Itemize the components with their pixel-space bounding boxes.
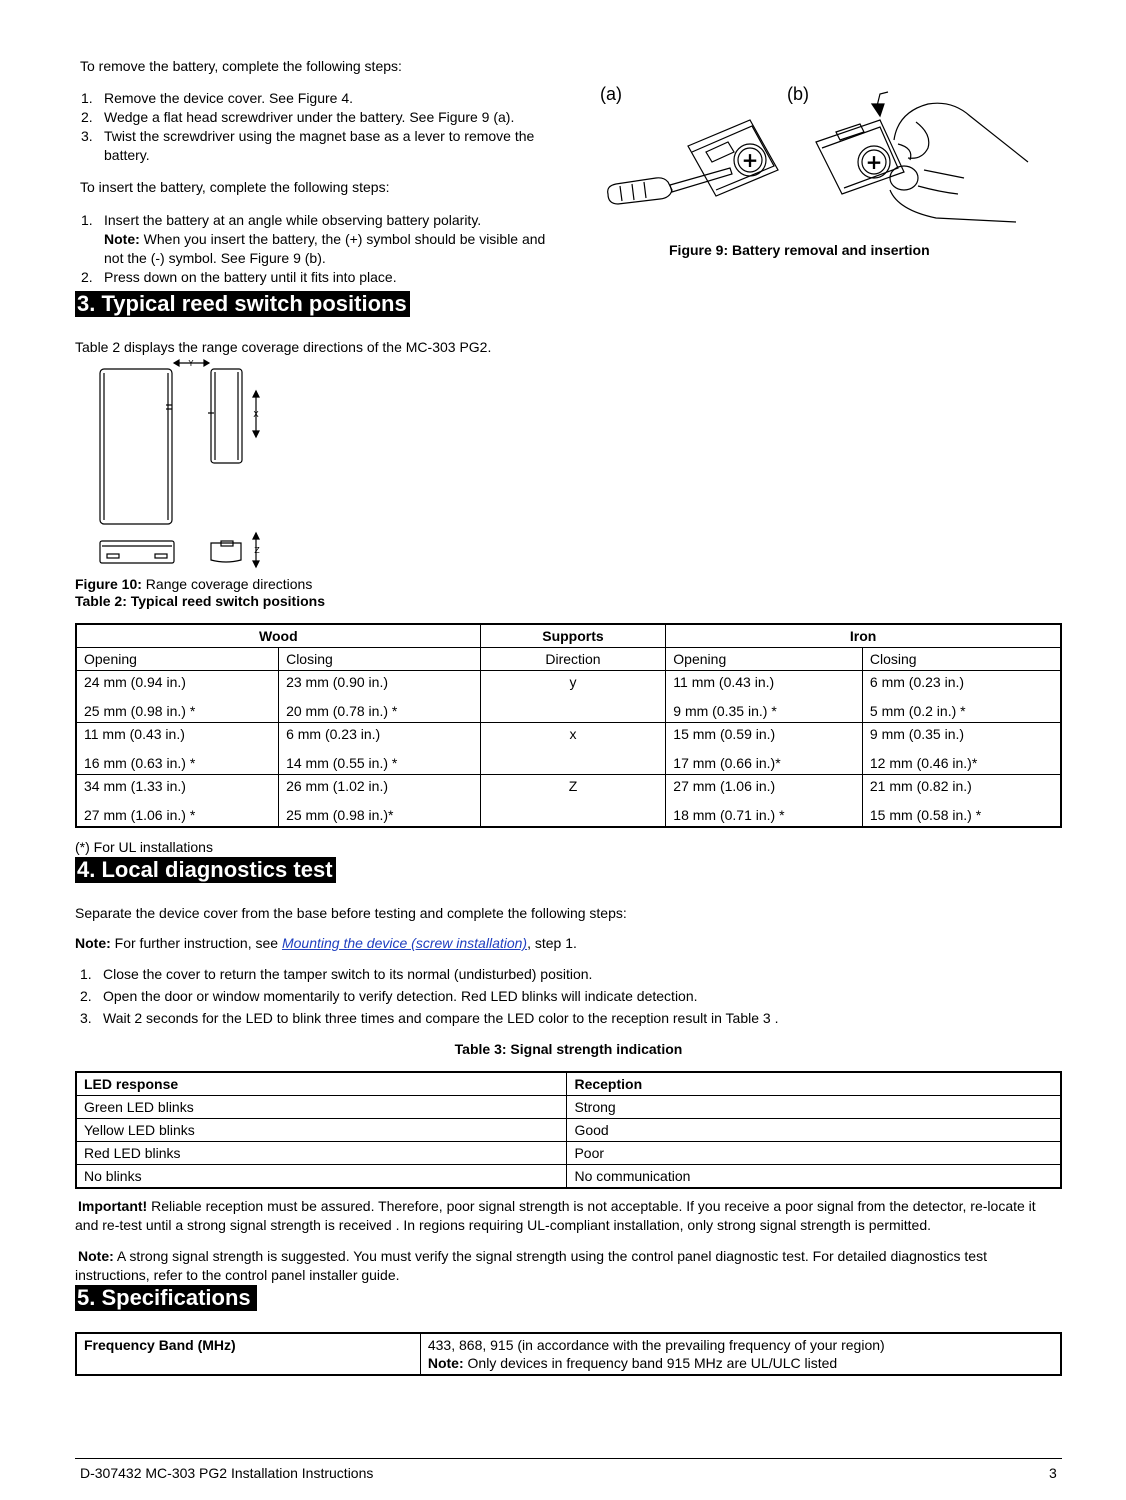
table-row	[76, 1142, 1061, 1165]
diagnostics-steps	[75, 965, 1055, 1028]
svg-text:Y: Y	[188, 359, 194, 368]
iron-closing-header: Closing	[862, 648, 1061, 671]
list-item: 1. Close the cover to return the tamper switch to its normal (undisturbed) position.	[80, 966, 593, 982]
table-3-caption: Table 3: Signal strength indication	[454, 1041, 683, 1057]
section-3-heading: 3. Typical reed switch positions	[75, 291, 410, 317]
list-item: 2. Press down on the battery until it fits into place.	[81, 269, 397, 285]
battery-plus-symbol-b	[866, 150, 883, 174]
svg-text:Z: Z	[254, 546, 260, 555]
list-item: 1. Remove the device cover. See Figure 4.	[81, 90, 354, 106]
table-cell: Yellow LED blinks	[76, 1119, 567, 1142]
frequency-band-label: Frequency Band (MHz)	[76, 1333, 420, 1375]
section-4-intro: Separate the device cover from the base before testing and complete the following steps:	[75, 905, 627, 921]
list-item: 3. Twist the screwdriver using the magnet base as a lever to remove the battery.	[81, 128, 535, 163]
list-item: 3. Wait 2 seconds for the LED to blink three times and compare the LED color to the reception result in Table 3 .	[80, 1010, 779, 1026]
table-row	[76, 723, 1061, 775]
direction-header: Direction	[480, 648, 666, 671]
footer-divider	[75, 1458, 1062, 1459]
table-cell: No blinks	[76, 1165, 567, 1189]
axis-label-y	[188, 359, 194, 368]
figure-9	[598, 82, 1038, 232]
section-5-heading: 5. Specifications	[75, 1285, 257, 1311]
table-cell: Green LED blinks	[76, 1096, 567, 1119]
table-row	[76, 1119, 1061, 1142]
table-row	[76, 1333, 1061, 1375]
table-cell: 24 mm (0.94 in.) 25 mm (0.98 in.) *	[76, 671, 279, 723]
table-cell: 27 mm (1.06 in.) 18 mm (0.71 in.) *	[666, 775, 863, 828]
table-cell: x	[480, 723, 666, 775]
table-cell: No communication	[567, 1165, 1061, 1189]
frequency-band-value: 433, 868, 915 (in accordance with the prevailing frequency of your region) Note: Only devices in frequency band 915 MHz are UL/ULC listed	[420, 1333, 1061, 1375]
supports-header: Supports	[480, 624, 666, 648]
table-cell: 6 mm (0.23 in.) 14 mm (0.55 in.) *	[279, 723, 481, 775]
table-cell: 21 mm (0.82 in.) 15 mm (0.58 in.) *	[862, 775, 1061, 828]
table-header-row	[76, 1072, 1061, 1096]
axis-label-x	[253, 410, 259, 419]
wood-opening-header: Opening	[76, 648, 279, 671]
signal-strength-table	[75, 1071, 1062, 1189]
important-paragraph: Important! Reliable reception must be assured. Therefore, poor signal strength is not acceptable. If you receive a poor signal from the detector, re-locate it and re-test until a strong signal strength is received . In regions requiring UL-compliant installation, only strong signal strength is permitted.	[75, 1198, 1036, 1233]
wood-header: Wood	[76, 624, 480, 648]
table-row	[76, 671, 1061, 723]
battery-insert-steps	[76, 211, 556, 287]
battery-insert-intro: To insert the battery, complete the following steps:	[80, 179, 390, 195]
battery-removal-illustration	[598, 82, 1038, 232]
svg-text:X: X	[253, 410, 259, 419]
table-cell: 6 mm (0.23 in.) 5 mm (0.2 in.) *	[862, 671, 1061, 723]
iron-opening-header: Opening	[666, 648, 863, 671]
range-coverage-diagram	[95, 355, 275, 575]
svg-text:+: +	[741, 148, 759, 172]
table-subheader-row	[76, 648, 1061, 671]
iron-header: Iron	[666, 624, 1061, 648]
axis-label-z	[254, 546, 260, 555]
footer-doc-title: D-307432 MC-303 PG2 Installation Instructions	[80, 1465, 374, 1481]
list-item: 2. Open the door or window momentarily to verify detection. Red LED blinks will indicate detection.	[80, 988, 698, 1004]
mounting-device-link[interactable]: Mounting the device (screw installation)	[281, 935, 528, 951]
specifications-table	[75, 1332, 1062, 1376]
table-header-row	[76, 624, 1061, 648]
list-item: 2. Wedge a flat head screwdriver under the battery. See Figure 9 (a).	[81, 109, 515, 125]
table-cell: 23 mm (0.90 in.) 20 mm (0.78 in.) *	[279, 671, 481, 723]
table-cell: 15 mm (0.59 in.) 17 mm (0.66 in.)*	[666, 723, 863, 775]
table-cell: y	[480, 671, 666, 723]
table-cell: Good	[567, 1119, 1061, 1142]
table-cell: Z	[480, 775, 666, 828]
page-number: 3	[1049, 1465, 1057, 1481]
table-cell: 34 mm (1.33 in.) 27 mm (1.06 in.) *	[76, 775, 279, 828]
table-2-caption: Table 2: Typical reed switch positions	[75, 593, 325, 609]
table-cell: Poor	[567, 1142, 1061, 1165]
figure-9-label-b: (b)	[787, 84, 809, 104]
table-row	[76, 775, 1061, 828]
table-row	[76, 1096, 1061, 1119]
figure-10-caption: Figure 10: Range coverage directions	[75, 576, 313, 592]
battery-remove-steps	[76, 89, 556, 165]
reed-switch-table	[75, 623, 1062, 828]
table-cell: 26 mm (1.02 in.) 25 mm (0.98 in.)*	[279, 775, 481, 828]
battery-plus-symbol-a	[742, 148, 759, 172]
figure-9-caption: Figure 9: Battery removal and insertion	[669, 242, 930, 258]
led-response-header: LED response	[76, 1072, 567, 1096]
table-cell: 9 mm (0.35 in.) 12 mm (0.46 in.)*	[862, 723, 1061, 775]
section-4-note: Note: For further instruction, see Mounting the device (screw installation), step 1.	[75, 935, 577, 951]
table-cell: 11 mm (0.43 in.) 16 mm (0.63 in.) *	[76, 723, 279, 775]
signal-note-paragraph: Note: A strong signal strength is suggested. You must verify the signal strength using the control panel diagnostic test. For detailed diagnostics test instructions, refer to the control panel installer guide.	[75, 1248, 987, 1283]
section-3-intro: Table 2 displays the range coverage directions of the MC-303 PG2.	[75, 339, 492, 355]
table-cell: 11 mm (0.43 in.) 9 mm (0.35 in.) *	[666, 671, 863, 723]
table-cell: Strong	[567, 1096, 1061, 1119]
list-item: 1. Insert the battery at an angle while observing battery polarity. Note: When you insert the battery, the (+) symbol should be visible and not the (-) symbol. See Figure 9 (b).	[81, 212, 546, 266]
reception-header: Reception	[567, 1072, 1061, 1096]
ul-note: (*) For UL installations	[75, 839, 213, 855]
battery-remove-intro: To remove the battery, complete the following steps:	[80, 58, 402, 74]
figure-9-label-a: (a)	[600, 84, 622, 104]
section-4-heading: 4. Local diagnostics test	[75, 857, 336, 883]
wood-closing-header: Closing	[279, 648, 481, 671]
table-row	[76, 1165, 1061, 1189]
table-cell: Red LED blinks	[76, 1142, 567, 1165]
figure-10	[95, 355, 275, 575]
svg-text:+: +	[865, 150, 883, 174]
